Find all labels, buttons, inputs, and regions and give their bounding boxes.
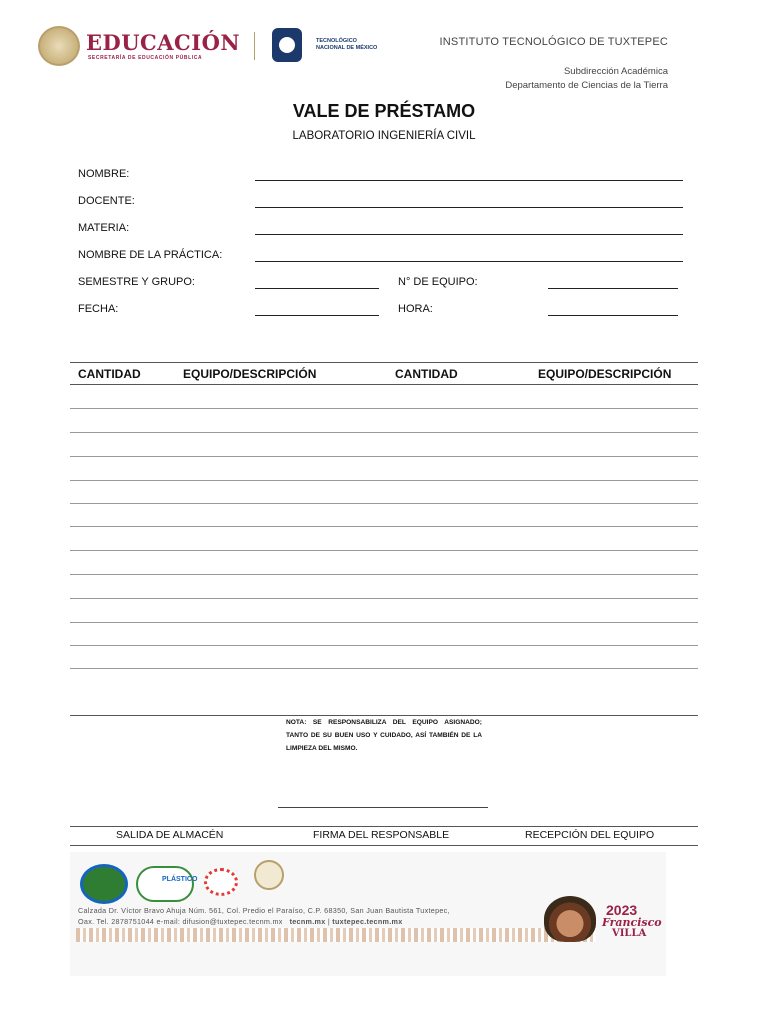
web-tecnm: tecnm.mx	[289, 916, 326, 926]
footer-top-border	[70, 826, 698, 827]
table-row[interactable]	[70, 645, 698, 646]
header-equipo-2: EQUIPO/DESCRIPCIÓN	[538, 367, 672, 381]
sep-subtitle: SECRETARÍA DE EDUCACIÓN PÚBLICA	[88, 55, 203, 61]
docente-label: DOCENTE:	[78, 195, 135, 207]
subdireccion: Subdirección Académica	[563, 66, 668, 77]
semestre-field[interactable]	[255, 288, 379, 289]
hora-field[interactable]	[548, 315, 678, 316]
signature-line[interactable]	[278, 807, 488, 808]
header-cantidad-1: CANTIDAD	[78, 367, 141, 381]
table-row[interactable]	[70, 408, 698, 409]
table-row[interactable]	[70, 622, 698, 623]
educacion-wordmark: EDUCACIÓN	[86, 30, 241, 55]
plastic-free-logo-icon	[136, 866, 194, 902]
francisco-villa-portrait-icon	[544, 896, 596, 942]
docente-field[interactable]	[255, 207, 683, 208]
table-row[interactable]	[70, 503, 698, 504]
address-block	[78, 906, 450, 927]
semestre-label: SEMESTRE Y GRUPO:	[78, 276, 195, 288]
decorative-pattern	[76, 928, 596, 942]
colorful-circle-logo-icon	[204, 868, 238, 896]
table-row[interactable]	[70, 432, 698, 433]
tecnm-line2: NACIONAL DE MÉXICO	[316, 45, 378, 51]
villa-label: VILLA	[612, 928, 647, 939]
francisco-label: Francisco	[602, 916, 662, 929]
hora-label: HORA:	[398, 303, 433, 315]
table-row[interactable]	[70, 598, 698, 599]
fecha-field[interactable]	[255, 315, 379, 316]
table-row[interactable]	[70, 526, 698, 527]
header-divider	[254, 32, 255, 60]
tecnm-text	[316, 38, 377, 52]
mexico-seal-icon	[38, 26, 80, 66]
tecnm-logo	[272, 28, 382, 64]
educacion-logo	[38, 26, 268, 66]
plastico-text: PLÁSTICO	[162, 876, 198, 883]
table-row[interactable]	[70, 480, 698, 481]
institute-name: INSTITUTO TECNOLÓGICO DE TUXTEPEC	[439, 36, 668, 48]
salida-almacen-label: SALIDA DE ALMACÉN	[116, 829, 224, 841]
fecha-label: FECHA:	[78, 303, 119, 315]
table-row[interactable]	[70, 574, 698, 575]
table-top-border	[70, 362, 698, 363]
address-line2: Oax. Tel. 2878751044 e-mail: difusion@tuxtepec.tecnm.mx	[78, 916, 283, 926]
recepcion-equipo-label: RECEPCIÓN DEL EQUIPO	[525, 829, 655, 841]
year-label: 2023	[606, 902, 638, 918]
firma-responsable-label: FIRMA DEL RESPONSABLE	[313, 829, 450, 841]
header-cantidad-2: CANTIDAD	[395, 367, 458, 381]
tecnm-line1: TECNOLÓGICO	[316, 38, 357, 44]
equipo-number-field[interactable]	[548, 288, 678, 289]
materia-field[interactable]	[255, 234, 683, 235]
certification-seal-icon	[254, 860, 284, 890]
nombre-label: NOMBRE:	[78, 168, 130, 180]
tecnm-gear-icon	[272, 28, 302, 62]
address-line1: Calzada Dr. Víctor Bravo Ahuja Núm. 561, Col. Predio el Paraíso, C.P. 68350, San Juan Bautista Tuxtepec,	[78, 906, 450, 915]
address-line2-row: Oax. Tel. 2878751044 e-mail: difusion@tuxtepec.tecnm.mx tecnm.mx | tuxtepec.tecnm.mx	[78, 916, 403, 926]
practica-field[interactable]	[255, 261, 683, 262]
table-row[interactable]	[70, 456, 698, 457]
header-equipo-1: EQUIPO/DESCRIPCIÓN	[183, 367, 317, 381]
nombre-field[interactable]	[255, 180, 683, 181]
table-row[interactable]	[70, 668, 698, 669]
document-title: VALE DE PRÉSTAMO	[292, 101, 476, 121]
departamento: Departamento de Ciencias de la Tierra	[505, 80, 668, 91]
institution-gear-logo-icon	[80, 864, 128, 904]
materia-label: MATERIA:	[78, 222, 130, 234]
responsibility-note: NOTA: SE RESPONSABILIZA DEL EQUIPO ASIGNADO; TANTO DE SU BUEN USO Y CUIDADO, ASÍ TAMBIÉN DE LA LIMPIEZA DEL MISMO.	[286, 719, 482, 752]
table-header-border	[70, 384, 698, 385]
document-subtitle: LABORATORIO INGENIERÍA CIVIL	[292, 130, 476, 142]
practica-label: NOMBRE DE LA PRÁCTICA:	[78, 249, 223, 261]
footer-bottom-border	[70, 845, 698, 846]
table-row[interactable]	[70, 550, 698, 551]
equipo-number-label: N° DE EQUIPO:	[398, 276, 478, 288]
web-tuxtepec: tuxtepec.tecnm.mx	[332, 916, 403, 926]
